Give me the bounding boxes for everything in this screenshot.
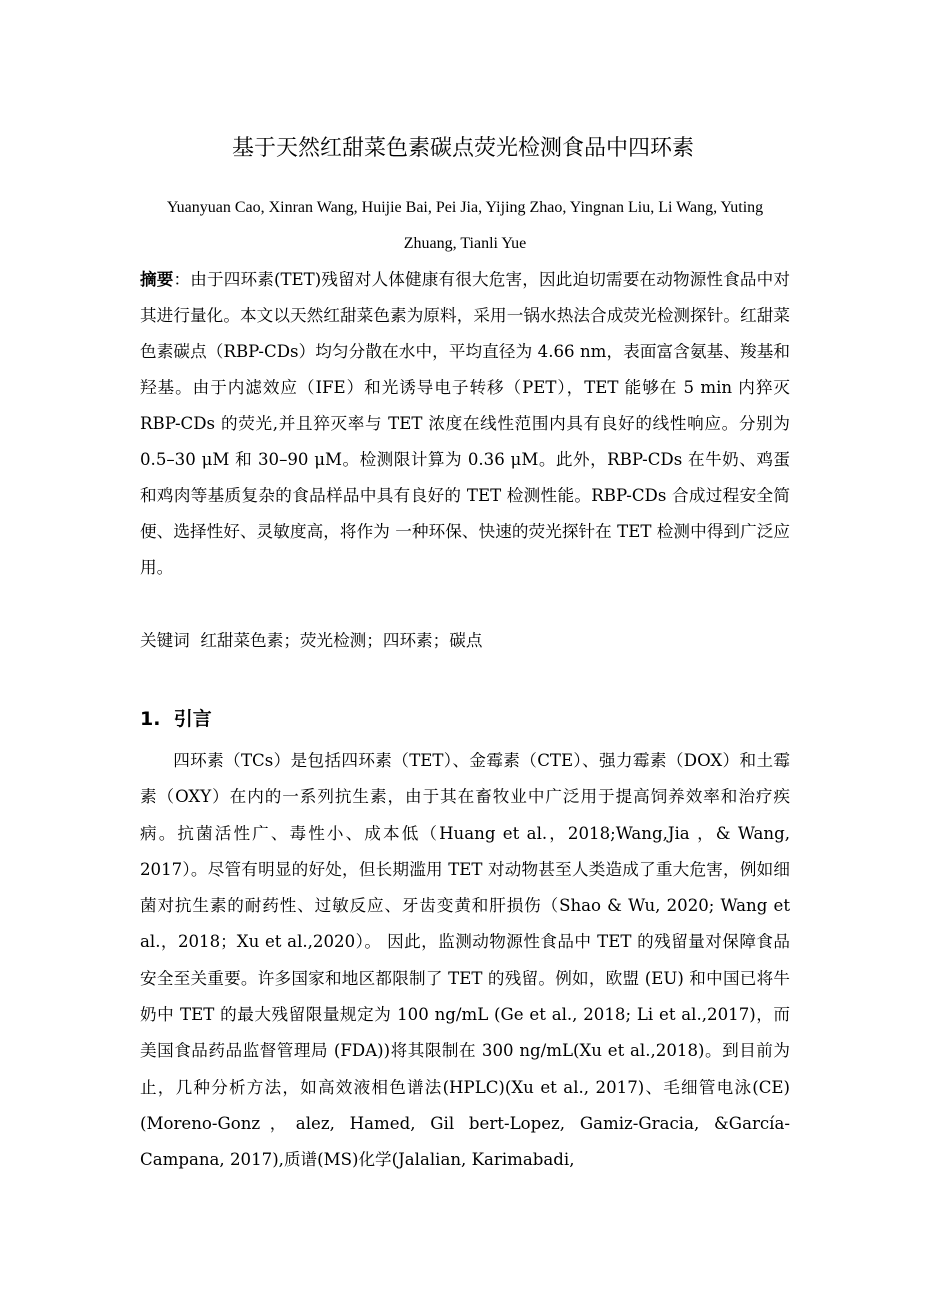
keywords-label: 关键词: [140, 631, 190, 650]
section-title: 引言: [173, 708, 212, 730]
abstract-text: 由于四环素(TET)残留对人体健康有很大危害，因此迫切需要在动物源性食品中对其进行量化。本文以天然红甜菜色素为原料，采用一锅水热法合成荧光检测探针。红甜菜色素碳点（RBP-CDs）均匀分散在水中，平均直径为 4.66 nm，表面富含氨基、羧基和羟基。由于内滤效应（IFE）和光诱导电子转移（PET），TET 能够在 5 min 内猝灭 RBP-CDs 的荧光,并且猝灭率与 TET 浓度在线性范围内具有良好的线性响应。分别为 0.5–30 μM 和 30–90 μM。检测限计算为 0.36 μM。此外，RBP-CDs 在牛奶、鸡蛋和鸡肉等基质复杂的食品样品中具有良好的 TET 检测性能。RBP-CDs 合成过程安全简便、选择性好、灵敏度高，将作为 一种环保、快速的荧光探针在 TET 检测中得到广泛应用。: [140, 270, 791, 577]
abstract-label: 摘要: [140, 270, 174, 289]
keywords: [140, 623, 790, 659]
keyword: 碳点: [449, 631, 483, 650]
keyword: 荧光检测: [299, 631, 367, 650]
keyword-separator: ；: [366, 631, 383, 650]
abstract: [140, 262, 790, 586]
keyword: 四环素: [382, 631, 433, 650]
introduction-paragraph: 四环素（TCs）是包括四环素（TET）、金霉素（CTE）、强力霉素（DOX）和土霉素（OXY）在内的一系列抗生素，由于其在畜牧业中广泛用于提高饲养效率和治疗疾病。抗菌活性广、毒性小、成本低（Huang et al.，2018;Wang,Jia ，& Wang, 2017）。尽管有明显的好处，但长期滥用 TET 对动物甚至人类造成了重大危害，例如细菌对抗生素的耐药性、过敏反应、牙齿变黄和肝损伤（Shao & Wu, 2020; Wang et al.，2018；Xu et al.,2020）。 因此，监测动物源性食品中 TET 的残留量对保障食品安全至关重要。许多国家和地区都限制了 TET 的残留。例如，欧盟 (EU) 和中国已将牛奶中 TET 的最大残留限量规定为 100 ng/mL (Ge et al., 2018; Li et al.,2017)，而美国食品药品监督管理局 (FDA))将其限制在 300 ng/mL(Xu et al.,2018)。到目前为止，几种分析方法，如高效液相色谱法(HPLC)(Xu et al., 2017)、毛细管电泳(CE)(Moreno-Gonz，alez, Hamed, Gil bert-Lopez, Gamiz-Gracia, &García-Campana, 2017),质谱(MS)化学(Jalalian, Karimabadi,: [140, 751, 790, 1170]
section-number: 1.: [140, 708, 161, 730]
abstract-colon: ：: [173, 270, 191, 289]
paper-title: 基于天然红甜菜色素碳点荧光检测食品中四环素: [231, 136, 694, 161]
keyword: 红甜菜色素: [200, 631, 284, 650]
keyword-separator: ；: [283, 631, 300, 650]
keyword-separator: ；: [432, 631, 450, 650]
author-list: Yuanyuan Cao, Xinran Wang, Huijie Bai, Pei Jia, Yijing Zhao, Yingnan Liu, Li Wang, Yuting Zhuang, Tianli Yue: [166, 199, 764, 252]
section-heading-introduction: [140, 702, 212, 736]
